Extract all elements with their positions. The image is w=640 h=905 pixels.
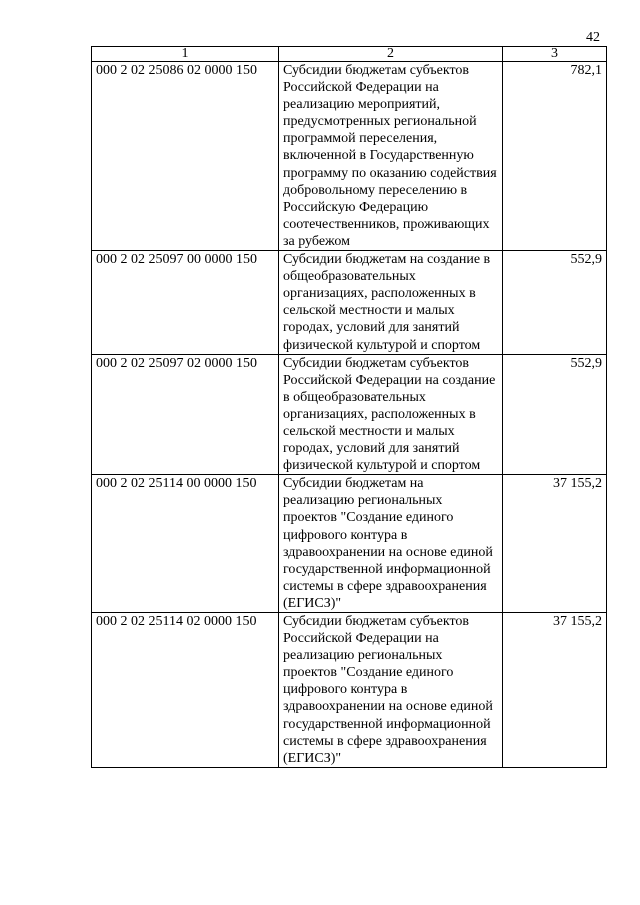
budget-table [91, 46, 607, 768]
table-row [92, 475, 607, 613]
budget-amount: 782,1 [503, 62, 607, 251]
budget-amount: 552,9 [503, 251, 607, 355]
budget-item-name: Субсидии бюджетам на реализацию региональных проектов "Создание единого цифрового контура в здравоохранении на основе единой государственной информационной системы в сфере здравоохранения (ЕГИСЗ)" [279, 475, 503, 613]
budget-item-name: Субсидии бюджетам на создание в общеобразовательных организациях, расположенных в сельской местности и малых городах, условий для занятий физической культурой и спортом [279, 251, 503, 355]
budget-amount: 552,9 [503, 354, 607, 475]
page-number: 42 [586, 30, 600, 45]
table-header-row [92, 47, 607, 62]
budget-code: 000 2 02 25114 00 0000 150 [92, 475, 279, 613]
budget-amount: 37 155,2 [503, 613, 607, 768]
budget-item-name: Субсидии бюджетам субъектов Российской Федерации на создание в общеобразовательных организациях, расположенных в сельской местности и малых городах, условий для занятий физической культурой и спортом [279, 354, 503, 475]
budget-code: 000 2 02 25097 00 0000 150 [92, 251, 279, 355]
budget-code: 000 2 02 25114 02 0000 150 [92, 613, 279, 768]
table-row [92, 354, 607, 475]
budget-amount: 37 155,2 [503, 475, 607, 613]
column-header-code: 1 [92, 47, 279, 62]
column-header-name: 2 [279, 47, 503, 62]
table-row [92, 62, 607, 251]
budget-code: 000 2 02 25097 02 0000 150 [92, 354, 279, 475]
column-header-amount: 3 [503, 47, 607, 62]
budget-item-name: Субсидии бюджетам субъектов Российской Федерации на реализацию мероприятий, предусмотренных региональной программой переселения, включенной в Государственную программу по оказанию содействия добровольному переселению в Российскую Федерацию соотечественников, проживающих за рубежом [279, 62, 503, 251]
table-row [92, 251, 607, 355]
budget-item-name: Субсидии бюджетам субъектов Российской Федерации на реализацию региональных проектов "Создание единого цифрового контура в здравоохранении на основе единой государственной информационной системы в сфере здравоохранения (ЕГИСЗ)" [279, 613, 503, 768]
budget-code: 000 2 02 25086 02 0000 150 [92, 62, 279, 251]
table-row [92, 613, 607, 768]
